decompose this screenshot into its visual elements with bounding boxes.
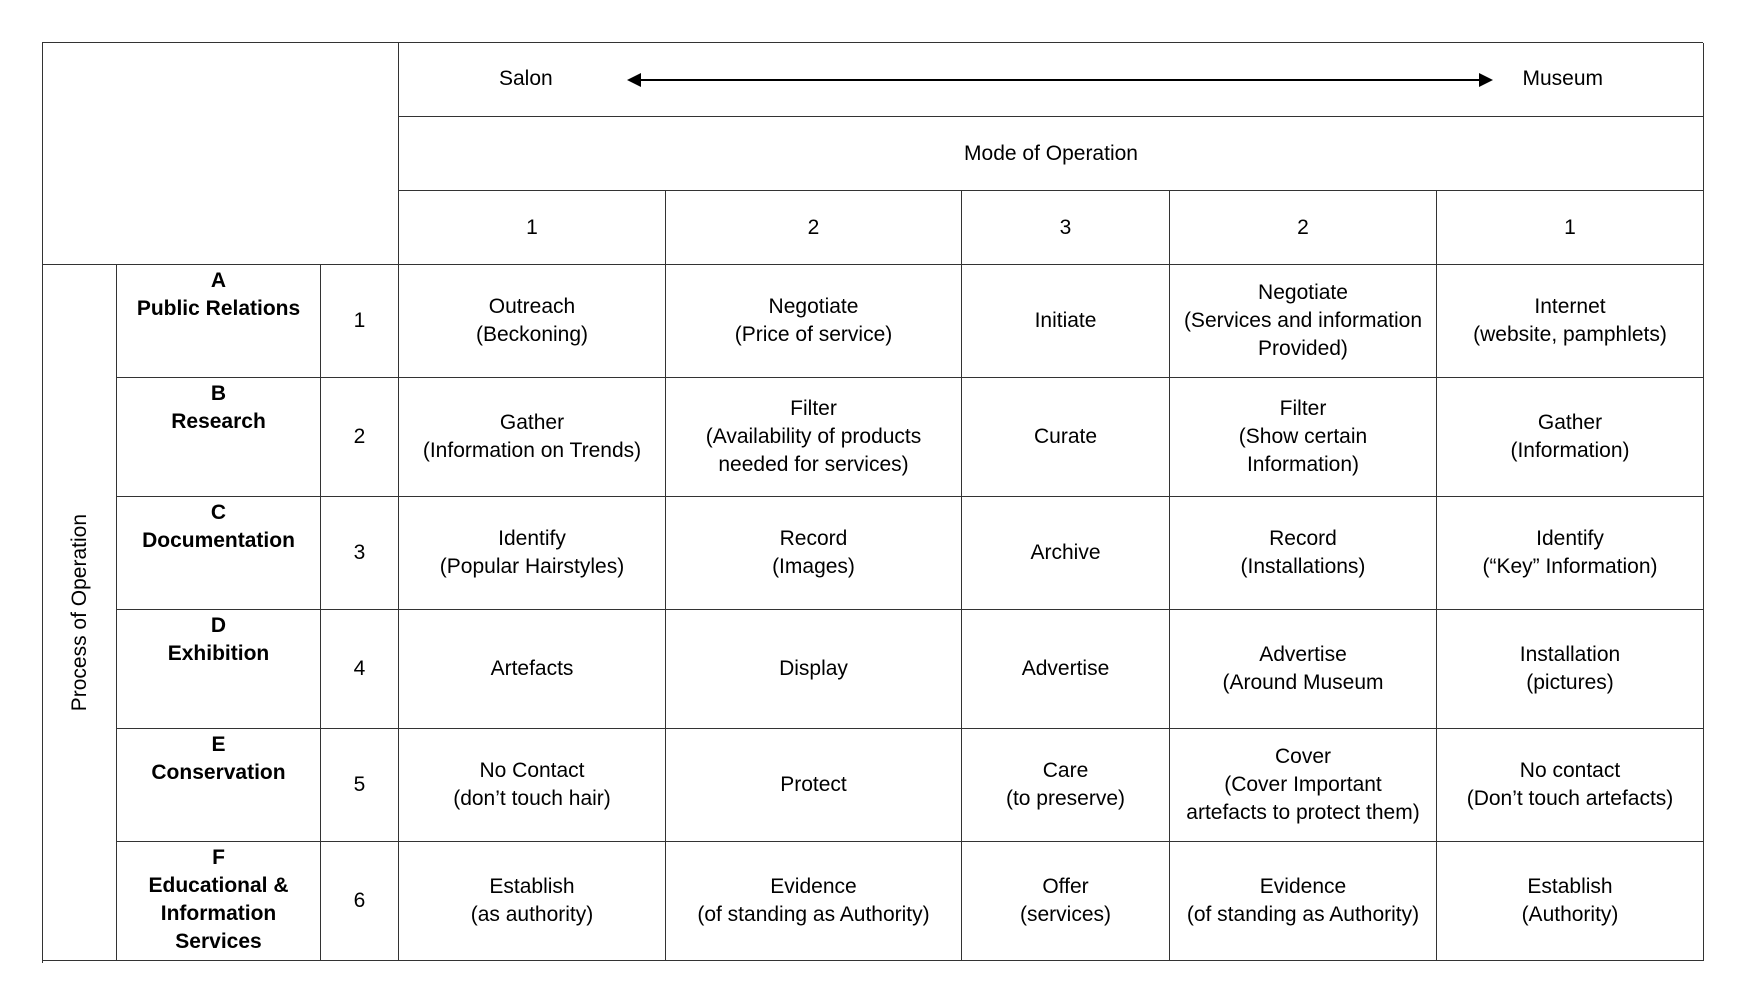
cell-text-line: Provided)	[1258, 337, 1348, 360]
cell-text-line: Information)	[1246, 453, 1360, 476]
table-cell	[666, 610, 962, 729]
table-cell	[962, 265, 1170, 378]
mode-number-cell: 3	[962, 191, 1170, 265]
table-cell	[962, 497, 1170, 610]
row-number-cell: 2	[321, 378, 399, 497]
cell-text-line: No contact	[1519, 759, 1621, 782]
cell-text-line: Outreach	[488, 295, 576, 318]
salon-label: Salon	[499, 67, 553, 90]
cell-text-line: (pictures)	[1526, 671, 1614, 694]
table-cell	[1170, 842, 1437, 961]
cell-text-line: Identify	[498, 527, 566, 550]
row-header-f	[117, 842, 321, 961]
cell-text-line: (Authority)	[1521, 903, 1619, 926]
row-letter: D	[210, 614, 227, 637]
cell-text-line: (of standing as Authority)	[697, 903, 930, 926]
cell-text-line: Archive	[1030, 541, 1101, 564]
row-header-c	[117, 497, 321, 610]
row-header-e	[117, 729, 321, 842]
cell-text-line: Identify	[1536, 527, 1604, 550]
table-cell	[1170, 265, 1437, 378]
table-cell	[666, 265, 962, 378]
table-cell	[399, 265, 666, 378]
table-cell	[399, 378, 666, 497]
row-category-name: Documentation	[142, 529, 295, 552]
cell-text-line: Installation	[1519, 643, 1621, 666]
process-of-operation-label: Process of Operation	[67, 513, 91, 712]
cell-text-line: Filter	[1279, 397, 1327, 420]
process-of-operation-cell	[43, 265, 117, 961]
table-cell	[962, 610, 1170, 729]
museum-label: Museum	[1522, 67, 1603, 90]
cell-text-line: Offer	[1042, 875, 1089, 898]
cell-text-line: No Contact	[479, 759, 585, 782]
cell-text-line: (Installations)	[1240, 555, 1366, 578]
row-letter: E	[211, 733, 226, 756]
operations-table	[42, 42, 1703, 963]
cell-text-line: (“Key” Information)	[1482, 555, 1658, 578]
cell-text-line: (of standing as Authority)	[1186, 903, 1420, 926]
cell-text-line: (Images)	[772, 555, 855, 578]
cell-text-line: Gather	[1537, 411, 1603, 434]
row-category-name: Public Relations	[136, 297, 301, 320]
cell-text-line: (Cover Important	[1224, 773, 1382, 796]
row-number-cell: 1	[321, 265, 399, 378]
cell-text-line: Evidence	[770, 875, 857, 898]
cell-text-line: Artefacts	[490, 657, 574, 680]
cell-text-line: (to preserve)	[1005, 787, 1126, 810]
row-letter: C	[210, 501, 227, 524]
row-letter: B	[210, 382, 227, 405]
table-cell	[1437, 265, 1704, 378]
cell-text-line: Advertise	[1021, 657, 1110, 680]
table-cell	[962, 729, 1170, 842]
table-cell	[1170, 497, 1437, 610]
row-category-name: Information	[160, 902, 277, 925]
row-header-b	[117, 378, 321, 497]
row-header-d	[117, 610, 321, 729]
mode-number-cell: 1	[1437, 191, 1704, 265]
cell-text-line: Display	[779, 657, 848, 680]
cell-text-line: (Price of service)	[734, 323, 893, 346]
table-cell	[666, 497, 962, 610]
row-number-cell: 6	[321, 842, 399, 961]
row-category-name: Services	[175, 930, 262, 953]
cell-text-line: Negotiate	[1258, 281, 1348, 304]
cell-text-line: Protect	[780, 773, 847, 796]
mode-of-operation-title: Mode of Operation	[399, 117, 1704, 191]
row-category-name: Conservation	[151, 761, 286, 784]
table-cell	[1437, 729, 1704, 842]
table-cell	[399, 842, 666, 961]
row-letter: F	[212, 846, 225, 869]
cell-text-line: (Don’t touch artefacts)	[1466, 787, 1674, 810]
table-cell	[1437, 842, 1704, 961]
cell-text-line: Cover	[1274, 745, 1332, 768]
table-cell	[1437, 378, 1704, 497]
table-cell	[666, 378, 962, 497]
cell-text-line: (as authority)	[470, 903, 594, 926]
cell-text-line: Negotiate	[768, 295, 859, 318]
cell-text-line: (Information)	[1510, 439, 1630, 462]
cell-text-line: Initiate	[1034, 309, 1097, 332]
row-number-cell: 4	[321, 610, 399, 729]
cell-text-line: (Popular Hairstyles)	[439, 555, 625, 578]
table-cell	[962, 842, 1170, 961]
row-number-cell: 3	[321, 497, 399, 610]
mode-number-cell: 2	[1170, 191, 1437, 265]
cell-text-line: Record	[1269, 527, 1337, 550]
cell-text-line: Care	[1042, 759, 1089, 782]
table-cell	[399, 610, 666, 729]
mode-number-cell: 1	[399, 191, 666, 265]
table-cell	[399, 497, 666, 610]
table-cell	[1170, 378, 1437, 497]
cell-text-line: needed for services)	[718, 453, 909, 476]
table-cell	[666, 842, 962, 961]
cell-text-line: Advertise	[1259, 643, 1347, 666]
table-cell	[1437, 497, 1704, 610]
cell-text-line: (Services and information	[1183, 309, 1423, 332]
cell-text-line: Establish	[489, 875, 575, 898]
table-cell	[666, 729, 962, 842]
cell-text-line: Gather	[499, 411, 565, 434]
cell-text-line: Internet	[1534, 295, 1606, 318]
row-category-name: Educational &	[148, 874, 289, 897]
cell-text-line: (Information on Trends)	[422, 439, 642, 462]
table-cell	[962, 378, 1170, 497]
table-cell	[1437, 610, 1704, 729]
mode-number-cell: 2	[666, 191, 962, 265]
salon-museum-axis	[399, 43, 1704, 117]
table-cell	[1170, 729, 1437, 842]
cell-text-line: artefacts to protect them)	[1186, 801, 1420, 824]
cell-text-line: Evidence	[1259, 875, 1347, 898]
cell-text-line: Record	[779, 527, 848, 550]
row-category-name: Exhibition	[167, 642, 270, 665]
cell-text-line: (services)	[1019, 903, 1111, 926]
cell-text-line: Filter	[790, 397, 837, 420]
cell-text-line: Curate	[1033, 425, 1098, 448]
cell-text-line: (Around Museum	[1222, 671, 1384, 694]
row-letter: A	[210, 269, 227, 292]
double-arrow-icon	[639, 79, 1481, 81]
table-cell	[1170, 610, 1437, 729]
cell-text-line: (don’t touch hair)	[453, 787, 611, 810]
row-category-name: Research	[171, 410, 266, 433]
row-number-cell: 5	[321, 729, 399, 842]
cell-text-line: (Show certain	[1238, 425, 1368, 448]
corner-empty-cell	[43, 43, 399, 265]
row-header-a	[117, 265, 321, 378]
cell-text-line: Establish	[1527, 875, 1613, 898]
table-cell	[399, 729, 666, 842]
cell-text-line: (Availability of products	[705, 425, 922, 448]
cell-text-line: (Beckoning)	[475, 323, 589, 346]
cell-text-line: (website, pamphlets)	[1473, 323, 1667, 346]
